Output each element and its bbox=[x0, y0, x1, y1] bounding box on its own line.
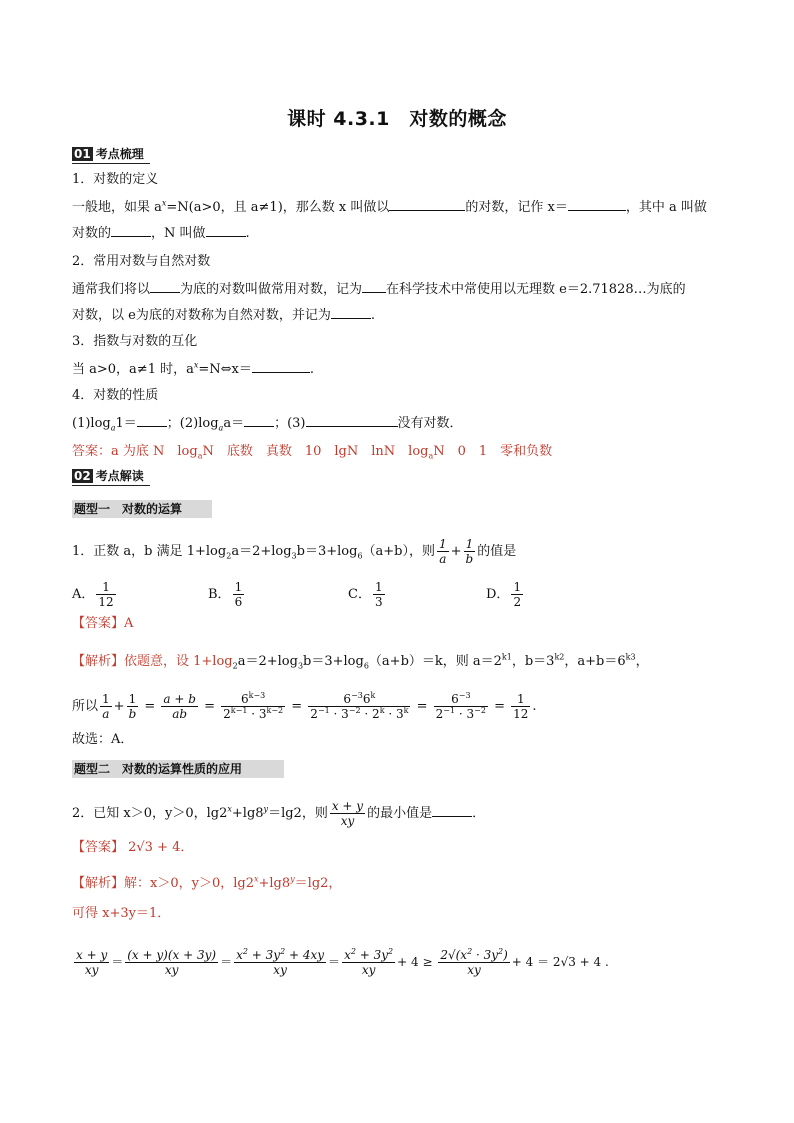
text: C． bbox=[348, 587, 371, 602]
text: 所以 bbox=[72, 699, 99, 714]
item1-heading: 1．对数的定义 bbox=[72, 172, 159, 187]
text: ＝lg2，则 bbox=[268, 806, 328, 821]
fill-blank[interactable] bbox=[306, 414, 398, 427]
text: 通常我们将以 bbox=[72, 282, 151, 297]
fill-blank[interactable] bbox=[568, 198, 626, 211]
item1-line1: 一般地，如果 $a^x=N(a>0$，且 a≠1)，那么数 x 叫做以 的对数，记作 x＝ ，其中 a 叫做 bbox=[72, 198, 707, 215]
answer-key: 答案：a 为底 N $\log_aN$ 底数 真数 10 lgN lnN $\log_aN$ 0 1 零和负数 bbox=[72, 444, 553, 461]
q1-derivation: 所以 $\frac{1}{a}$ + $\frac{1}{b}$ = $\frac{a + b}{ab}$ = $\frac{6^{k-3}}{2^{k-1} \cdot 3^{k-2}}$ = $\frac{6^{-3}6^k}{2^{-1} \cdot 3^{-2} \cdot 2^k \cdot 3^k}$ = $\frac{6^{-3}}{2^{-1} \cdot 3^{-2}}$ = $\frac{1}{12}$ . bbox=[72, 691, 537, 721]
fraction bbox=[233, 580, 245, 609]
option-a[interactable] bbox=[72, 580, 118, 609]
text: 为底的对数叫做常用对数，记为 bbox=[180, 282, 363, 297]
text: 答案：a 为底 N log bbox=[72, 444, 198, 459]
text: （a+b）＝k，则 a＝2 bbox=[368, 654, 502, 669]
item2-line2 bbox=[72, 306, 375, 324]
text: 3 bbox=[374, 595, 383, 609]
fraction: $\frac{a + b}{ab}$ bbox=[163, 692, 196, 721]
text: ；(3) bbox=[274, 416, 306, 431]
text: D． bbox=[486, 587, 510, 602]
fill-blank[interactable] bbox=[111, 224, 151, 237]
fraction: $\frac{6^{-3}}{2^{-1} \cdot 3^{-2}}$ bbox=[435, 691, 486, 721]
item2-heading: 2．常用对数与自然对数 bbox=[72, 254, 211, 269]
text: 在科学技术中常使用以无理数 e＝2.71828…为底的 bbox=[386, 282, 686, 297]
item2-line1 bbox=[72, 280, 686, 298]
text: b＝3+log bbox=[303, 654, 364, 669]
item1-line2 bbox=[72, 224, 250, 242]
fill-blank[interactable] bbox=[137, 414, 167, 427]
fraction: $\frac{6^{-3}6^k}{2^{-1} \cdot 3^{-2} \cdot 2^k \cdot 3^k}$ bbox=[310, 691, 409, 721]
text: B． bbox=[208, 587, 231, 602]
section-label: 考点解读 bbox=[95, 469, 144, 483]
option-b[interactable] bbox=[208, 580, 246, 609]
type-heading-2: 题型二 对数的运算性质的应用 bbox=[72, 760, 284, 778]
fill-blank[interactable] bbox=[252, 360, 310, 373]
text: 1．正数 a，b 满足 1+log bbox=[72, 544, 227, 559]
section-number: 01 bbox=[74, 147, 91, 161]
fraction: $\frac{1}{12}$ bbox=[513, 692, 529, 721]
text: a＝ bbox=[223, 416, 245, 431]
text: +lg8 bbox=[258, 876, 291, 891]
fraction bbox=[96, 580, 115, 609]
text: N 底数 真数 10 lgN lnN log bbox=[202, 444, 429, 459]
text: 对数，以 e为底的对数称为自然对数，并记为 bbox=[72, 308, 331, 323]
text: b＝3+log bbox=[296, 544, 358, 559]
q1-conclusion: 故选：A． bbox=[72, 732, 134, 747]
text: ；(2)log bbox=[166, 416, 219, 431]
text: 当 a>0，a≠1 时，a bbox=[72, 362, 194, 377]
fraction: $\frac{2√(x^2 \cdot 3y^2)}{xy}$ bbox=[440, 947, 508, 977]
text: 6 bbox=[234, 595, 243, 609]
text: ， bbox=[635, 654, 649, 669]
option-d[interactable] bbox=[486, 580, 525, 609]
q1-stem: 1．正数 a，b 满足 $1+\log_2a=2+\log_3b=3+\log_6(a+b)$，则 $\frac{1}{a}$ + $\frac{1}{b}$ 的值是 bbox=[72, 537, 517, 566]
text: ，b＝3 bbox=[511, 654, 555, 669]
fraction: $\frac{1}{a}$ bbox=[102, 692, 110, 721]
fraction: $\frac{(x + y)(x + 3y)}{xy}$ bbox=[127, 948, 217, 977]
fraction: $\frac{6^{k-3}}{2^{k-1} \cdot 3^{k-2}}$ bbox=[223, 691, 284, 721]
type-heading-1: 题型一 对数的运算 bbox=[72, 500, 212, 518]
section-number: 02 bbox=[74, 469, 91, 483]
fill-blank[interactable] bbox=[206, 224, 246, 237]
q2-inequality: $\frac{x + y}{xy}$ ＝ $\frac{(x + y)(x + 3y)}{xy}$ ＝ $\frac{x^2 + 3y^2 + 4xy}{xy}$ ＝ $\frac{x^2 + 3y^2}{xy}$ + 4 ≥ $\frac{2√(x^2 \cdot 3y^2)}{xy}$ + 4 ＝ 2√3 + 4 . bbox=[76, 947, 609, 977]
fraction: $\frac{x^2 + 3y^2}{xy}$ bbox=[344, 947, 394, 977]
text: 2 bbox=[513, 595, 522, 609]
text: 的最小值是 bbox=[367, 806, 433, 821]
text: N 0 1 零和负数 bbox=[433, 444, 553, 459]
fraction: $\frac{1}{a}$ bbox=[439, 537, 447, 566]
text: a＝2+log bbox=[231, 544, 292, 559]
fraction: $\frac{x + y}{xy}$ bbox=[76, 948, 108, 977]
q2-derived: 可得 x+3y＝1． bbox=[72, 906, 171, 921]
fraction: $\frac{x^2 + 3y^2 + 4xy}{xy}$ bbox=[236, 947, 325, 977]
section-label: 考点梳理 bbox=[95, 147, 144, 161]
text: （a+b），则 bbox=[362, 544, 435, 559]
fill-blank[interactable] bbox=[362, 280, 386, 293]
fraction: $\frac{1}{b}$ bbox=[465, 537, 474, 566]
text: 2．已知 x＞0，y＞0，lg2 bbox=[72, 806, 228, 821]
page-title: 课时 4.3.1 对数的概念 bbox=[287, 108, 507, 130]
text: 没有对数． bbox=[397, 416, 463, 431]
fill-blank[interactable] bbox=[331, 306, 371, 319]
text: ，a+b＝6 bbox=[564, 654, 626, 669]
text: 1 bbox=[374, 580, 383, 594]
item4-line: $(1)\log_a1=$ ；$(2)\log_aa=$ ；(3) 没有对数． bbox=[72, 416, 463, 433]
text: A． bbox=[72, 587, 95, 602]
text: . bbox=[245, 226, 250, 241]
fill-blank[interactable] bbox=[244, 414, 274, 427]
fraction: $\frac{1}{b}$ bbox=[128, 692, 137, 721]
text: 对数的 bbox=[72, 226, 112, 241]
text: ，其中 a 叫做 bbox=[625, 200, 707, 215]
text: 的值是 bbox=[477, 544, 517, 559]
fill-blank[interactable] bbox=[389, 198, 465, 211]
text: ，N 叫做 bbox=[151, 226, 206, 241]
text: +lg8 bbox=[231, 806, 264, 821]
q2-analysis: 【解析】解：x＞0，y＞0，$\lg 2^x+\lg 8^y=\lg 2$， bbox=[72, 874, 342, 891]
text: . bbox=[370, 308, 375, 323]
fraction bbox=[511, 580, 523, 609]
section-heading-1 bbox=[72, 146, 150, 164]
text: ． bbox=[472, 806, 486, 821]
text: 1 bbox=[102, 580, 110, 594]
text: 1 bbox=[234, 580, 243, 594]
text: 1 bbox=[513, 580, 522, 594]
text: a＝2+log bbox=[237, 654, 298, 669]
text: ＝lg2， bbox=[294, 876, 342, 891]
text: 【解析】解：x＞0，y＞0，lg2 bbox=[72, 876, 254, 891]
text: =N(a>0，且 a≠1)，那么数 x 叫做以 bbox=[166, 200, 390, 215]
item4-heading: 4．对数的性质 bbox=[72, 388, 159, 403]
q2-answer: 【答案】 2√3 + 4． bbox=[72, 840, 194, 855]
fill-blank[interactable] bbox=[150, 280, 180, 293]
q1-analysis: 【解析】依题意，设 $1+\log_2a=2+\log_3b=3+\log_6(a+b)=k$，则 $a=2^{k1}$，$b=3^{k2}$，$a+b=6^{k3}$， bbox=[72, 652, 649, 671]
section-heading-2 bbox=[72, 468, 150, 486]
text: 1＝ bbox=[115, 416, 137, 431]
text: =N⇔x＝ bbox=[198, 362, 252, 377]
item3-heading: 3．指数与对数的互化 bbox=[72, 334, 198, 349]
fill-blank[interactable] bbox=[432, 804, 472, 817]
item3-line: 当 a>0，a≠1 时，$a^x=N\Leftrightarrow x=$ . bbox=[72, 360, 314, 377]
fraction: $\frac{x + y}{xy}$ bbox=[331, 799, 364, 828]
text: 一般地，如果 a bbox=[72, 200, 162, 215]
fraction bbox=[373, 580, 385, 609]
q2-stem: 2．已知 x＞0，y＞0，$\lg 2^x+\lg 8^y=\lg 2$，则 $\frac{x + y}{xy}$ 的最小值是 ． bbox=[72, 799, 486, 828]
text: . bbox=[309, 362, 314, 377]
text: 的对数，记作 x＝ bbox=[465, 200, 568, 215]
q1-answer: 【答案】A bbox=[72, 616, 134, 631]
text: 【解析】依题意，设 1+log bbox=[72, 654, 233, 669]
text: (1)log bbox=[72, 416, 111, 431]
text: 12 bbox=[98, 595, 114, 609]
option-c[interactable] bbox=[348, 580, 387, 609]
